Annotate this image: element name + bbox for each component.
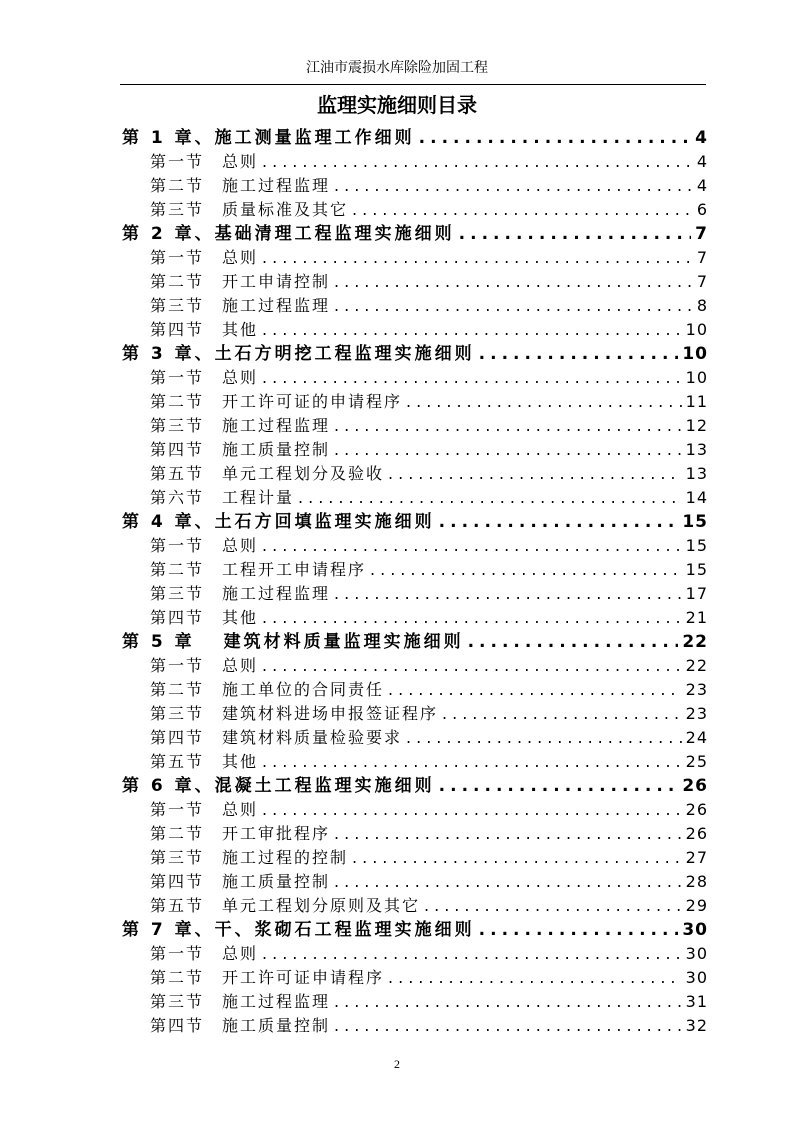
toc-dot-leader: [334, 174, 693, 198]
toc-section-entry[interactable]: [122, 750, 708, 774]
toc-section-entry[interactable]: [122, 990, 708, 1014]
toc-dot-leader: [334, 822, 682, 846]
toc-entry-label: 第四节 其他: [150, 320, 259, 339]
toc-entry-page: 22: [685, 656, 708, 675]
toc-section-entry[interactable]: [122, 534, 708, 558]
toc-entry-page: 6: [696, 200, 708, 219]
toc-entry-label: 第五节 单元工程划分及验收: [150, 464, 385, 483]
toc-entry-page: 10: [685, 320, 708, 339]
toc-entry-label: 第一节 总则: [150, 656, 259, 675]
toc-entry-page: 12: [685, 416, 708, 435]
toc-dot-leader: [334, 270, 693, 294]
header-divider: [120, 84, 706, 85]
toc-section-entry[interactable]: [122, 726, 708, 750]
toc-entry-page: 31: [685, 992, 708, 1011]
toc-dot-leader: [334, 582, 682, 606]
toc-section-entry[interactable]: [122, 246, 708, 270]
toc-dot-leader: [262, 750, 682, 774]
toc-dot-leader: [459, 222, 691, 246]
toc-dot-leader: [298, 486, 682, 510]
toc-entry-label: 第 1 章、施工测量监理工作细则: [122, 128, 415, 148]
toc-dot-leader: [334, 870, 682, 894]
toc-chapter-entry[interactable]: [122, 774, 708, 798]
toc-entry-label: 第四节 施工质量控制: [150, 1016, 331, 1035]
toc-entry-page: 13: [685, 440, 708, 459]
toc-section-entry[interactable]: [122, 150, 708, 174]
toc-entry-page: 7: [695, 224, 708, 244]
toc-entry-page: 25: [685, 752, 708, 771]
toc-entry-label: 第三节 建筑材料进场申报签证程序: [150, 704, 439, 723]
toc-entry-label: 第 6 章、混凝土工程监理实施细则: [122, 776, 435, 796]
toc-entry-label: 第 5 章 建筑材料质量监理实施细则: [122, 632, 464, 652]
toc-dot-leader: [262, 654, 682, 678]
toc-entry-page: 14: [685, 488, 708, 507]
toc-dot-leader: [262, 606, 682, 630]
toc-dot-leader: [334, 414, 682, 438]
toc-entry-label: 第三节 施工过程监理: [150, 992, 331, 1011]
toc-entry-page: 7: [696, 272, 708, 291]
toc-entry-label: 第四节 施工质量控制: [150, 872, 331, 891]
toc-section-entry[interactable]: [122, 846, 708, 870]
toc-chapter-entry[interactable]: [122, 510, 708, 534]
toc-dot-leader: [262, 534, 682, 558]
toc-dot-leader: [262, 318, 682, 342]
toc-entry-page: 32: [685, 1016, 708, 1035]
toc-entry-label: 第 4 章、土石方回填监理实施细则: [122, 512, 435, 532]
toc-dot-leader: [334, 294, 693, 318]
toc-entry-page: 4: [695, 128, 708, 148]
running-header: 江油市震损水库除险加固工程: [306, 60, 488, 76]
toc-section-entry[interactable]: [122, 558, 708, 582]
toc-section-entry[interactable]: [122, 462, 708, 486]
toc-entry-page: 26: [682, 776, 708, 796]
toc-entry-label: 第三节 施工过程监理: [150, 584, 331, 603]
toc-section-entry[interactable]: [122, 294, 708, 318]
toc-entry-page: 24: [685, 728, 708, 747]
toc-entry-page: 11: [685, 392, 708, 411]
toc-section-entry[interactable]: [122, 366, 708, 390]
toc-dot-leader: [388, 678, 682, 702]
toc-dot-leader: [442, 702, 682, 726]
toc-entry-label: 第三节 施工过程监理: [150, 416, 331, 435]
toc-section-entry[interactable]: [122, 942, 708, 966]
toc-entry-page: 23: [685, 680, 708, 699]
toc-entry-page: 28: [685, 872, 708, 891]
toc-entry-page: 26: [685, 824, 708, 843]
toc-entry-label: 第 2 章、基础清理工程监理实施细则: [122, 224, 455, 244]
toc-dot-leader: [419, 126, 691, 150]
toc-dot-leader: [352, 846, 682, 870]
toc-entry-page: 7: [696, 248, 708, 267]
toc-section-entry[interactable]: [122, 582, 708, 606]
toc-dot-leader: [262, 150, 693, 174]
toc-entry-label: 第一节 总则: [150, 536, 259, 555]
toc-dot-leader: [406, 390, 682, 414]
toc-chapter-entry[interactable]: [122, 918, 708, 942]
toc-entry-page: 15: [682, 512, 708, 532]
toc-section-entry[interactable]: [122, 798, 708, 822]
toc-section-entry[interactable]: [122, 438, 708, 462]
toc-entry-page: 4: [696, 176, 708, 195]
toc-entry-page: 21: [685, 608, 708, 627]
toc-dot-leader: [334, 1014, 682, 1038]
toc-entry-label: 第二节 施工单位的合同责任: [150, 680, 385, 699]
toc-section-entry[interactable]: [122, 702, 708, 726]
toc-dot-leader: [424, 894, 682, 918]
toc-entry-page: 13: [685, 464, 708, 483]
toc-entry-label: 第三节 施工过程的控制: [150, 848, 349, 867]
toc-entry-page: 10: [685, 368, 708, 387]
toc-section-entry[interactable]: [122, 1014, 708, 1038]
toc-section-entry[interactable]: [122, 198, 708, 222]
toc-entry-page: 22: [682, 632, 708, 652]
toc-entry-label: 第四节 其他: [150, 608, 259, 627]
toc-section-entry[interactable]: [122, 318, 708, 342]
toc-entry-label: 第四节 建筑材料质量检验要求: [150, 728, 403, 747]
toc-dot-leader: [352, 198, 693, 222]
toc-dot-leader: [262, 942, 682, 966]
toc-section-entry[interactable]: [122, 414, 708, 438]
toc-entry-label: 第五节 其他: [150, 752, 259, 771]
toc-section-entry[interactable]: [122, 606, 708, 630]
toc-section-entry[interactable]: [122, 174, 708, 198]
toc-title: 监理实施细则目录: [317, 93, 477, 117]
toc-dot-leader: [262, 246, 693, 270]
toc-dot-leader: [388, 462, 682, 486]
toc-entry-label: 第 7 章、干、浆砌石工程监理实施细则: [122, 920, 475, 940]
toc-entry-label: 第二节 开工许可证的申请程序: [150, 392, 403, 411]
toc-entry-label: 第二节 工程开工申请程序: [150, 560, 367, 579]
toc-entry-label: 第二节 施工过程监理: [150, 176, 331, 195]
toc-entry-label: 第一节 总则: [150, 248, 259, 267]
toc-entry-page: 30: [685, 944, 708, 963]
toc-section-entry[interactable]: [122, 678, 708, 702]
toc-entry-page: 15: [685, 536, 708, 555]
toc-dot-leader: [262, 798, 682, 822]
toc-entry-page: 10: [682, 344, 708, 364]
toc-dot-leader: [370, 558, 682, 582]
toc-entry-label: 第 3 章、土石方明挖工程监理实施细则: [122, 344, 475, 364]
toc-section-entry[interactable]: [122, 894, 708, 918]
toc-entry-label: 第三节 质量标准及其它: [150, 200, 349, 219]
toc-entry-label: 第二节 开工许可证申请程序: [150, 968, 385, 987]
page-number: 2: [394, 1057, 400, 1071]
toc-section-entry[interactable]: [122, 390, 708, 414]
toc-entry-label: 第六节 工程计量: [150, 488, 295, 507]
toc-entry-label: 第四节 施工质量控制: [150, 440, 331, 459]
toc-entry-label: 第一节 总则: [150, 368, 259, 387]
toc-dot-leader: [479, 342, 679, 366]
toc-entry-page: 29: [685, 896, 708, 915]
toc-dot-leader: [334, 438, 682, 462]
toc-entry-label: 第一节 总则: [150, 944, 259, 963]
toc-section-entry[interactable]: [122, 822, 708, 846]
toc-entry-page: 23: [685, 704, 708, 723]
toc-entry-page: 27: [685, 848, 708, 867]
toc-entry-label: 第二节 开工审批程序: [150, 824, 331, 843]
toc-dot-leader: [262, 366, 682, 390]
toc-dot-leader: [468, 630, 679, 654]
toc-entry-label: 第一节 总则: [150, 152, 259, 171]
toc-dot-leader: [334, 990, 682, 1014]
toc-section-entry[interactable]: [122, 654, 708, 678]
toc-chapter-entry[interactable]: [122, 126, 708, 150]
toc-dot-leader: [406, 726, 682, 750]
toc-section-entry[interactable]: [122, 270, 708, 294]
toc-entry-page: 15: [685, 560, 708, 579]
toc-entry-label: 第五节 单元工程划分原则及其它: [150, 896, 421, 915]
toc-chapter-entry[interactable]: [122, 222, 708, 246]
toc-chapter-entry[interactable]: [122, 342, 708, 366]
table-of-contents: [122, 126, 708, 1038]
toc-dot-leader: [439, 774, 679, 798]
toc-entry-page: 30: [682, 920, 708, 940]
toc-entry-label: 第一节 总则: [150, 800, 259, 819]
toc-entry-page: 26: [685, 800, 708, 819]
toc-dot-leader: [479, 918, 679, 942]
toc-entry-page: 30: [685, 968, 708, 987]
toc-entry-label: 第三节 施工过程监理: [150, 296, 331, 315]
toc-section-entry[interactable]: [122, 966, 708, 990]
toc-section-entry[interactable]: [122, 486, 708, 510]
toc-entry-page: 17: [685, 584, 708, 603]
toc-entry-page: 4: [696, 152, 708, 171]
toc-entry-label: 第二节 开工申请控制: [150, 272, 331, 291]
toc-dot-leader: [439, 510, 679, 534]
toc-chapter-entry[interactable]: [122, 630, 708, 654]
toc-entry-page: 8: [696, 296, 708, 315]
toc-dot-leader: [388, 966, 682, 990]
toc-section-entry[interactable]: [122, 870, 708, 894]
